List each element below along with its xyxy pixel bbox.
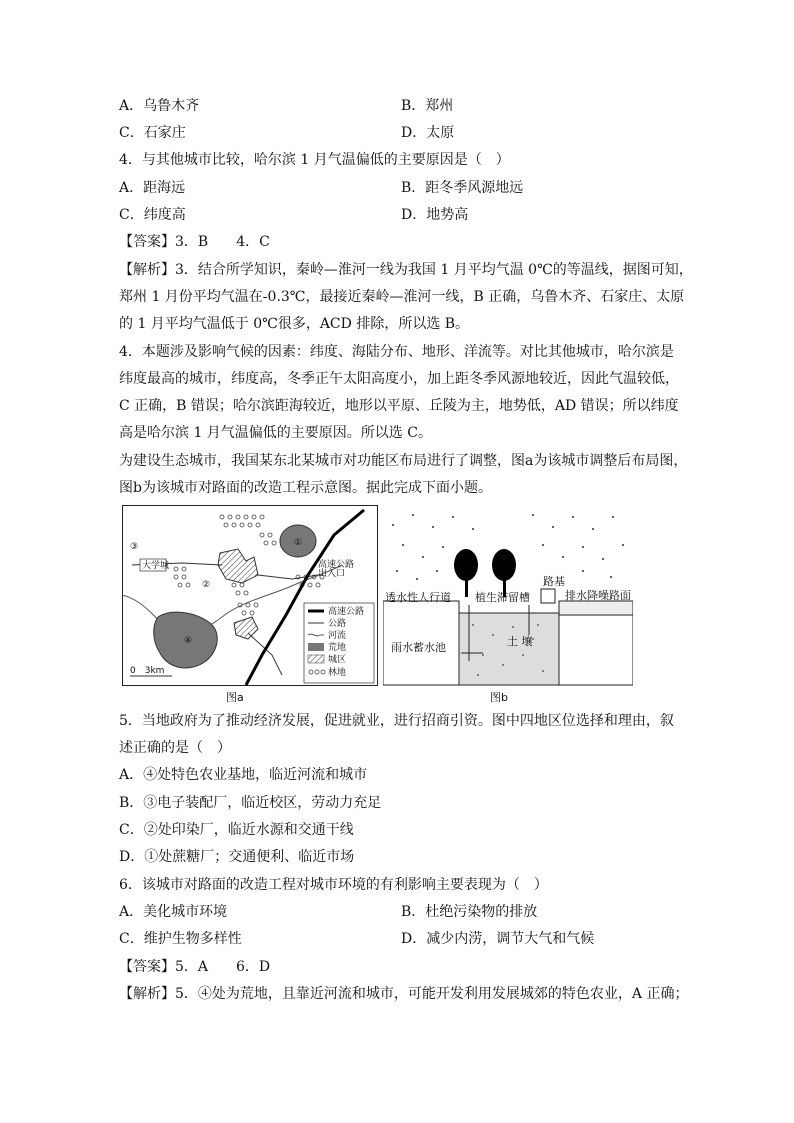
question-5-stem: 述正确的是（ ） (119, 740, 231, 756)
map-label: ① (294, 538, 303, 548)
scale-bar: 0 3km (130, 666, 165, 676)
analysis-line: 郑州 1 月份平均气温在-0.3℃，最接近秦岭—淮河一线，B 正确，乌鲁木齐、石家庄、太原 (119, 289, 685, 305)
legend-item: 林地 (328, 668, 347, 678)
intro-line: 图b为该城市对路面的改造工程示意图。据此完成下面小题。 (119, 480, 492, 496)
diagram-label: 植生滞留槽 (475, 591, 530, 604)
analysis-line: C 正确，B 错误；哈尔滨距海较近，地形以平原、丘陵为主，地势低，AD 错误；所以纬度 (119, 398, 679, 414)
analysis-line: 的 1 月平均气温低于 0℃很多，ACD 排除，所以选 B。 (119, 316, 470, 332)
analysis-line: 4．本题涉及影响气候的因素：纬度、海陆分布、地形、洋流等。对比其他城市，哈尔滨是 (119, 344, 674, 360)
question-5-stem: 5．当地政府为了推动经济发展，促进就业，进行招商引资。图中四地区位选择和理由，叙 (119, 713, 674, 729)
option-a: A．乌鲁木齐 (119, 98, 200, 114)
q6-option-b: B．杜绝污染物的排放 (401, 904, 538, 920)
diagram-label: 路基 (543, 575, 565, 588)
diagram-label: 土 壤 (507, 635, 533, 648)
q4-option-b: B．距冬季风源地远 (401, 180, 524, 196)
figure-a-caption: 图a (226, 691, 244, 704)
q6-option-d: D．减少内涝，调节大气和气候 (401, 931, 595, 947)
analysis-line: 【解析】3．结合所学知识，秦岭—淮河一线为我国 1 月平均气温 0℃的等温线，据图可知， (119, 262, 693, 278)
map-label: ④ (184, 636, 193, 646)
answer-line: 【答案】5．A 6．D (119, 959, 271, 975)
q6-option-a: A．美化城市环境 (119, 904, 228, 920)
legend-item: 河流 (328, 631, 347, 641)
intro-line: 为建设生态城市，我国某东北某城市对功能区布局进行了调整，图a为该城市调整后布局图， (119, 453, 688, 469)
figure-b-diagram (383, 505, 633, 686)
option-c: C．石家庄 (119, 125, 186, 141)
option-d: D．太原 (401, 125, 455, 141)
q4-option-d: D．地势高 (401, 207, 469, 223)
analysis-line: 高是哈尔滨 1 月气温偏低的主要原因。所以选 C。 (119, 425, 432, 441)
map-label: 出入口 (318, 569, 346, 579)
diagram-label: 雨水蓄水池 (391, 641, 446, 654)
legend-item: 荒地 (328, 643, 347, 653)
legend-item: 城区 (328, 655, 347, 665)
figure-b-caption: 图b (490, 691, 508, 704)
q5-option-d: D．①处蔗糖厂；交通便利、临近市场 (119, 849, 355, 865)
answer-line: 【答案】3．B 4．C (119, 234, 270, 250)
diagram-label: 透水性人行道 (385, 591, 451, 604)
legend-item: 公路 (328, 619, 347, 629)
diagram-label: 排水降噪路面 (565, 589, 631, 602)
map-label: ② (202, 580, 211, 590)
q4-option-c: C．纬度高 (119, 207, 186, 223)
option-b: B．郑州 (401, 98, 454, 114)
legend-item: 高速公路 (328, 607, 365, 617)
map-label: 高速公路 (318, 560, 355, 570)
q5-option-a: A．④处特色农业基地，临近河流和城市 (119, 767, 368, 783)
question-4-stem: 4．与其他城市比较，哈尔滨 1 月气温偏低的主要原因是（ ） (119, 152, 510, 168)
q6-option-c: C．维护生物多样性 (119, 931, 242, 947)
q4-option-a: A．距海远 (119, 180, 186, 196)
map-label: ③ (130, 542, 139, 552)
map-label: 大学城 (142, 561, 170, 571)
analysis-line: 纬度最高的城市，纬度高，冬季正午太阳高度小，加上距冬季风源地较近，因此气温较低， (119, 371, 679, 387)
analysis-line: 【解析】5．④处为荒地，且靠近河流和城市，可能开发利用发展城郊的特色农业，A 正确； (119, 986, 689, 1002)
figure-a-map (122, 505, 378, 686)
q5-option-b: B．③电子装配厂，临近校区，劳动力充足 (119, 795, 382, 811)
q5-option-c: C．②处印染厂，临近水源和交通干线 (119, 822, 354, 838)
question-6-stem: 6．该城市对路面的改造工程对城市环境的有利影响主要表现为（ ） (119, 877, 548, 893)
